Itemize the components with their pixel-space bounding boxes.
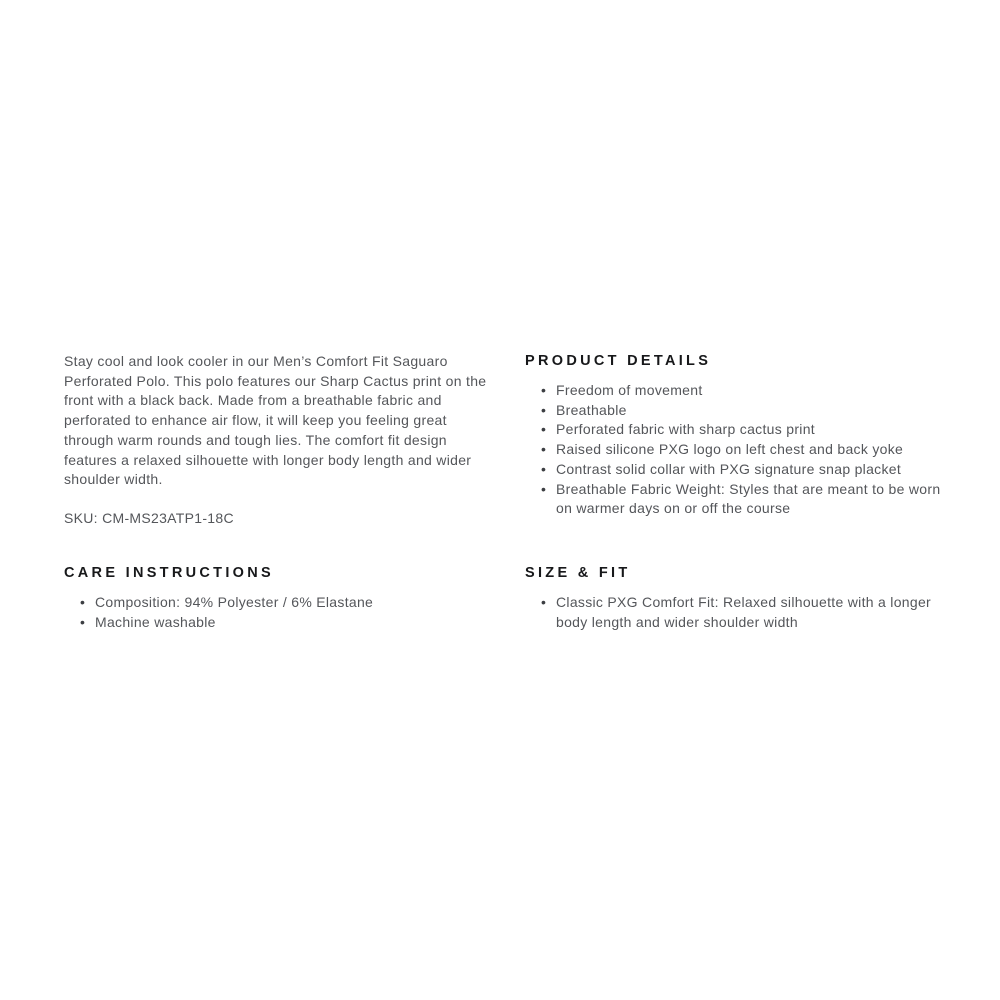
size-fit-list [525, 593, 955, 632]
size-fit-column [525, 564, 955, 632]
list-item: • Perforated fabric with sharp cactus print [525, 420, 955, 440]
product-description: Stay cool and look cooler in our Men’s Comfort Fit Saguaro Perforated Polo. This polo features our Sharp Cactus print on the front with a black back. Made from a breathable fabric and perforated to enhance air flow, it will keep you feeling great through warm rounds and tough lies. The comfort fit design features a relaxed silhouette with longer body length and wider shoulder width. [64, 353, 487, 488]
care-instructions-column [64, 564, 500, 632]
list-item: • Classic PXG Comfort Fit: Relaxed silhouette with a longer body length and wider shoulder width [525, 593, 955, 632]
list-item: • Raised silicone PXG logo on left chest and back yoke [525, 440, 955, 460]
list-item: • Freedom of movement [525, 381, 955, 401]
size-fit-heading: SIZE & FIT [525, 565, 631, 581]
care-instructions-list [64, 593, 500, 632]
description-column [64, 352, 500, 529]
list-item: • Breathable Fabric Weight: Styles that are meant to be worn on warmer days on or off the course [525, 480, 955, 519]
product-details-column [525, 352, 955, 519]
list-item: • Contrast solid collar with PXG signature snap placket [525, 460, 955, 480]
product-details-heading: PRODUCT DETAILS [525, 353, 712, 369]
list-item: • Breathable [525, 401, 955, 421]
list-item: • Machine washable [64, 613, 500, 633]
product-details-list [525, 381, 955, 519]
care-instructions-heading: CARE INSTRUCTIONS [64, 565, 274, 581]
list-item: • Composition: 94% Polyester / 6% Elastane [64, 593, 500, 613]
product-sku: SKU: CM-MS23ATP1-18C [64, 509, 234, 526]
